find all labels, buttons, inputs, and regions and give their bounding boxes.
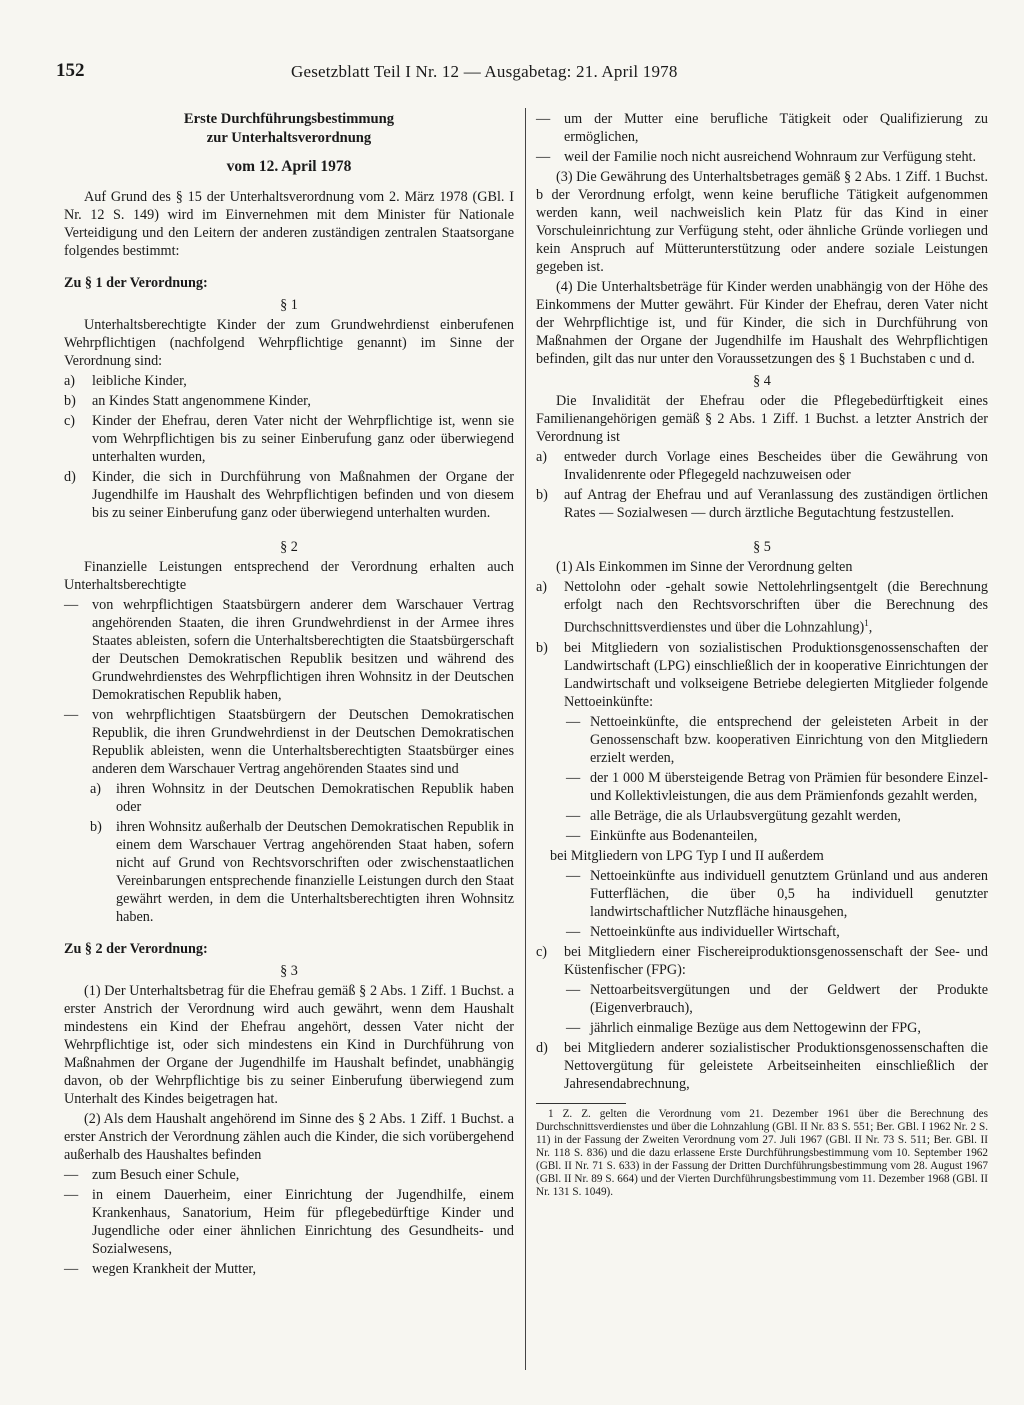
list-item: — Nettoeinkünfte aus individueller Wirtschaft, bbox=[566, 923, 840, 940]
paragraph-4-text: Die Invalidität der Ehefrau oder die Pflegebedürftigkeit eines Familienangehörigen gemäß § 2 Abs. 1 Ziff. 1 Buchst. a letzter Anstrich der Verordnung ist bbox=[536, 393, 988, 445]
list-item: d) bei Mitgliedern anderer sozialistischer Produktionsgenossenschaften die Nettovergütung für geleistete Arbeitseinheiten einschließlich der Jahresendabrechnung, bbox=[536, 1039, 988, 1092]
list-item: — Einkünfte aus Bodenanteilen, bbox=[566, 827, 758, 844]
paragraph-1-list bbox=[64, 372, 514, 522]
paragraph-3-sub-1: (1) Der Unterhaltsbetrag für die Ehefrau gemäß § 2 Abs. 1 Ziff. 1 Buchst. a erster Anstrich der Verordnung wird auch gewährt, wenn dem Haushalt mindestens ein Kind der Ehefrau angehört, dessen Vater nicht der Wehrpflichtige ist, oder sich mindestens ein Kind in Durchführung von Maßnahmen der Organe der Jugendhilfe im Haushalt befindet, unabhängig davon, ob der Wehrpflichtige bis zu seiner Einberufung überwiegend zum Unterhalt des Kindes beigetragen hat. bbox=[64, 983, 514, 1107]
list-item: a) leibliche Kinder, bbox=[64, 373, 187, 389]
list-item: — von wehrpflichtigen Staatsbürgern der Deutschen Demokratischen Republik, die ihren Grundwehrdienst in der Deutschen Demokratischen Republik ableisten, wenn die Unterhaltsberechtigten Staatsbürger eines anderen dem Warschauer Vertrag angehörenden Staates sind und bbox=[64, 707, 514, 777]
footnote-marker: 1 bbox=[864, 618, 869, 628]
right-column bbox=[536, 110, 988, 1201]
list-item: — Nettoeinkünfte aus individuell genutztem Grünland und aus anderen Futterflächen, die über 0,5 ha individuell genutzter landwirtschaftlicher Nutzfläche hinausgehen, bbox=[566, 867, 988, 920]
list-item: b) bei Mitgliedern von sozialistischen Produktionsgenossenschaften der Landwirtschaft (LPG) einschließlich der in kooperative Einrichtungen der Landwirtschaft und volkseigene Betriebe delegierten Mitglieder folgende Nettoeinkünfte: bbox=[536, 639, 988, 710]
gazette-header-title: Gesetzblatt Teil I Nr. 12 — Ausgabetag: 21. April 1978 bbox=[291, 62, 678, 81]
list-item: b) auf Antrag der Ehefrau und auf Veranlassung des zuständigen örtlichen Rates — Sozialwesen — durch ärztliche Begutachtung festzustellen. bbox=[536, 487, 988, 521]
document-date: vom 12. April 1978 bbox=[226, 158, 352, 175]
list-item: d) Kinder, die sich in Durchführung von Maßnahmen der Organe der Jugendhilfe im Haushalt des Wehrpflichtigen befinden und von diesem bis zu seiner Einberufung ganz oder überwiegend unterhalten wurden. bbox=[64, 469, 514, 521]
left-column bbox=[64, 110, 514, 1280]
paragraph-2-heading: § 2 bbox=[280, 539, 298, 555]
document-title-line-2: zur Unterhaltsverordnung bbox=[206, 130, 372, 146]
paragraph-3-sub-4: (4) Die Unterhaltsbeträge für Kinder werden unabhängig von der Höhe des Einkommens der Mutter gewährt. Für Kinder der Ehefrau, deren Vater nicht der Wehrpflichtige ist, und für Kinder, die sich in Durchführung von Maßnahmen der Organe der Jugendhilfe im Haushalt des Wehrpflichtigen befinden, gilt das nur unter den Voraussetzungen des § 1 Buchstaben c und d. bbox=[536, 279, 988, 367]
list-item: — jährlich einmalige Bezüge aus dem Nettogewinn der FPG, bbox=[566, 1019, 921, 1036]
list-item: c) bei Mitgliedern einer Fischereiproduktionsgenossenschaft der See- und Küstenfischer (FPG): bbox=[536, 943, 988, 978]
list-item: a) Nettolohn oder -gehalt sowie Nettolehrlingsentgelt (die Berechnung erfolgt nach den Rechtsvorschriften über die Berechnung des Durchschnittsverdienstes und über die Lohnzahlung)$^1$, bbox=[536, 579, 988, 636]
paragraph-2-text: Finanzielle Leistungen entsprechend der Verordnung erhalten auch Unterhaltsberechtigte bbox=[64, 559, 514, 593]
list-item: — in einem Dauerheim, einer Einrichtung der Jugendhilfe, einem Krankenhaus, Sanatorium, Heim für pflegebedürftige Kinder und Jugendliche oder einer ähnlichen Einrichtung des Gesundheits- und Sozialwesens, bbox=[64, 1187, 514, 1257]
lpg-type-note: bei Mitgliedern von LPG Typ I und II außerdem bbox=[550, 847, 824, 864]
document-title-line-1: Erste Durchführungsbestimmung bbox=[183, 111, 395, 127]
list-item: c) Kinder der Ehefrau, deren Vater nicht der Wehrpflichtige ist, wenn sie vom Wehrpflichtigen bis zu seiner Einberufung ganz oder überwiegend unterhalten wurden, bbox=[64, 413, 514, 465]
footnote: 1 Z. Z. gelten die Verordnung vom 21. Dezember 1961 über die Berechnung des Durchschnittsverdienstes und über die Lohnzahlung (GBl. II Nr. 83 S. 551; Ber. GBl. I 1962 Nr. 2 S. 11) in der Fassung der Zweiten Verordnung vom 27. Juli 1967 (GBl. II Nr. 73 S. 511; Ber. GBl. II Nr. 118 S. 836) und die dazu erlassene Erste Durchführungsbestimmung vom 10. September 1962 (GBl. II Nr. 71 S. 633) in der Fassung der Dritten Durchführungsbestimmung vom 28. August 1967 (GBl. II Nr. 89 S. 664) und der Vierten Durchführungsbestimmung vom 11. Dezember 1968 (GBl. II Nr. 131 S. 1049). bbox=[536, 1107, 988, 1198]
list-item: — von wehrpflichtigen Staatsbürgern anderer dem Warschauer Vertrag angehörenden Staaten, die ihren Grundwehrdienst in der Armee ihres Staates ableisten, sofern die Unterhaltsberechtigten die Staatsbürgerschaft der Deutschen Demokratischen Republik besitzen und während des Grundwehrdienstes des Wehrpflichtigen ihren Wohnsitz in der Deutschen Demokratischen Republik haben, bbox=[64, 597, 514, 703]
paragraph-5-sub-1: (1) Als Einkommen im Sinne der Verordnung gelten bbox=[556, 559, 853, 575]
list-item: — wegen Krankheit der Mutter, bbox=[64, 1261, 257, 1277]
section-heading-zu-2: Zu § 2 der Verordnung: bbox=[64, 941, 208, 957]
list-item: a) entweder durch Vorlage eines Bescheides über die Gewährung von Invalidenrente oder Pflegegeld nachzuweisen oder bbox=[536, 449, 988, 483]
paragraph-1-text: Unterhaltsberechtigte Kinder der zum Grundwehrdienst einberufenen Wehrpflichtigen (nachfolgend Wehrpflichtige genannt) im Sinne der Verordnung sind: bbox=[64, 317, 514, 369]
page-header bbox=[56, 58, 968, 90]
paragraph-5-heading: § 5 bbox=[753, 539, 771, 555]
paragraph-3-sub-3: (3) Die Gewährung des Unterhaltsbetrages gemäß § 2 Abs. 1 Ziff. 1 Buchst. b der Verordnung erfolgt, wenn keine berufliche Tätigkeit aufgenommen werden kann, weil nachweislich kein Platz für das Kind in einer Vorschuleinrichtung zur Verfügung steht, oder ähnliche Gründe vorliegen und kein Anspruch auf Mütterunterstützung oder andere soziale Leistungen gegeben ist. bbox=[536, 169, 988, 275]
list-item: b) ihren Wohnsitz außerhalb der Deutschen Demokratischen Republik in einem dem Warschauer Vertrag angehörenden Staat haben, sofern nicht auf Grund von Rechtsvorschriften oder zwischenstaatlichen Vereinbarungen entsprechende finanzielle Leistungen durch den Staat gewährt werden, in dem die Unterhaltsberechtigten ihren Wohnsitz haben. bbox=[90, 819, 514, 925]
list-item: b) an Kindes Statt angenommene Kinder, bbox=[64, 393, 311, 409]
paragraph-3-heading: § 3 bbox=[280, 963, 298, 979]
page-number: 152 bbox=[56, 60, 85, 81]
list-item: — weil der Familie noch nicht ausreichend Wohnraum zur Verfügung steht. bbox=[536, 149, 977, 165]
list-item: — um der Mutter eine berufliche Tätigkeit oder Qualifizierung zu ermöglichen, bbox=[536, 111, 988, 145]
paragraph-1-heading: § 1 bbox=[280, 297, 298, 313]
list-item: — Nettoarbeitsvergütungen und der Geldwert der Produkte (Eigenverbrauch), bbox=[566, 981, 988, 1016]
list-item: — Nettoeinkünfte, die entsprechend der geleisteten Arbeit in der Genossenschaft bzw. kooperativen Einrichtung von den Mitgliedern erzielt werden, bbox=[566, 713, 988, 766]
list-item: — alle Beträge, die als Urlaubsvergütung gezahlt werden, bbox=[566, 807, 901, 824]
paragraph-3-sub-2: (2) Als dem Haushalt angehörend im Sinne des § 2 Abs. 1 Ziff. 1 Buchst. a erster Anstrich der Verordnung zählen auch die Kinder, die sich vorübergehend außerhalb des Haushaltes befinden bbox=[64, 1111, 514, 1163]
paragraph-4-heading: § 4 bbox=[753, 373, 771, 389]
list-item: — zum Besuch einer Schule, bbox=[64, 1167, 240, 1183]
footnote-rule bbox=[536, 1103, 626, 1104]
list-item: a) ihren Wohnsitz in der Deutschen Demokratischen Republik haben oder bbox=[90, 781, 514, 815]
section-heading-zu-1: Zu § 1 der Verordnung: bbox=[64, 275, 208, 291]
preamble: Auf Grund des § 15 der Unterhaltsverordnung vom 2. März 1978 (GBl. I Nr. 12 S. 149) wird im Einvernehmen mit dem Minister für Nationale Verteidigung und den Leitern der anderen zuständigen zentralen Staatsorgane folgendes bestimmt: bbox=[64, 189, 514, 259]
list-item: — der 1 000 M übersteigende Betrag von Prämien für besondere Einzel- und Kollektivleistungen, die aus dem Prämienfonds gezahlt werden, bbox=[566, 769, 988, 804]
column-divider bbox=[525, 108, 526, 1370]
